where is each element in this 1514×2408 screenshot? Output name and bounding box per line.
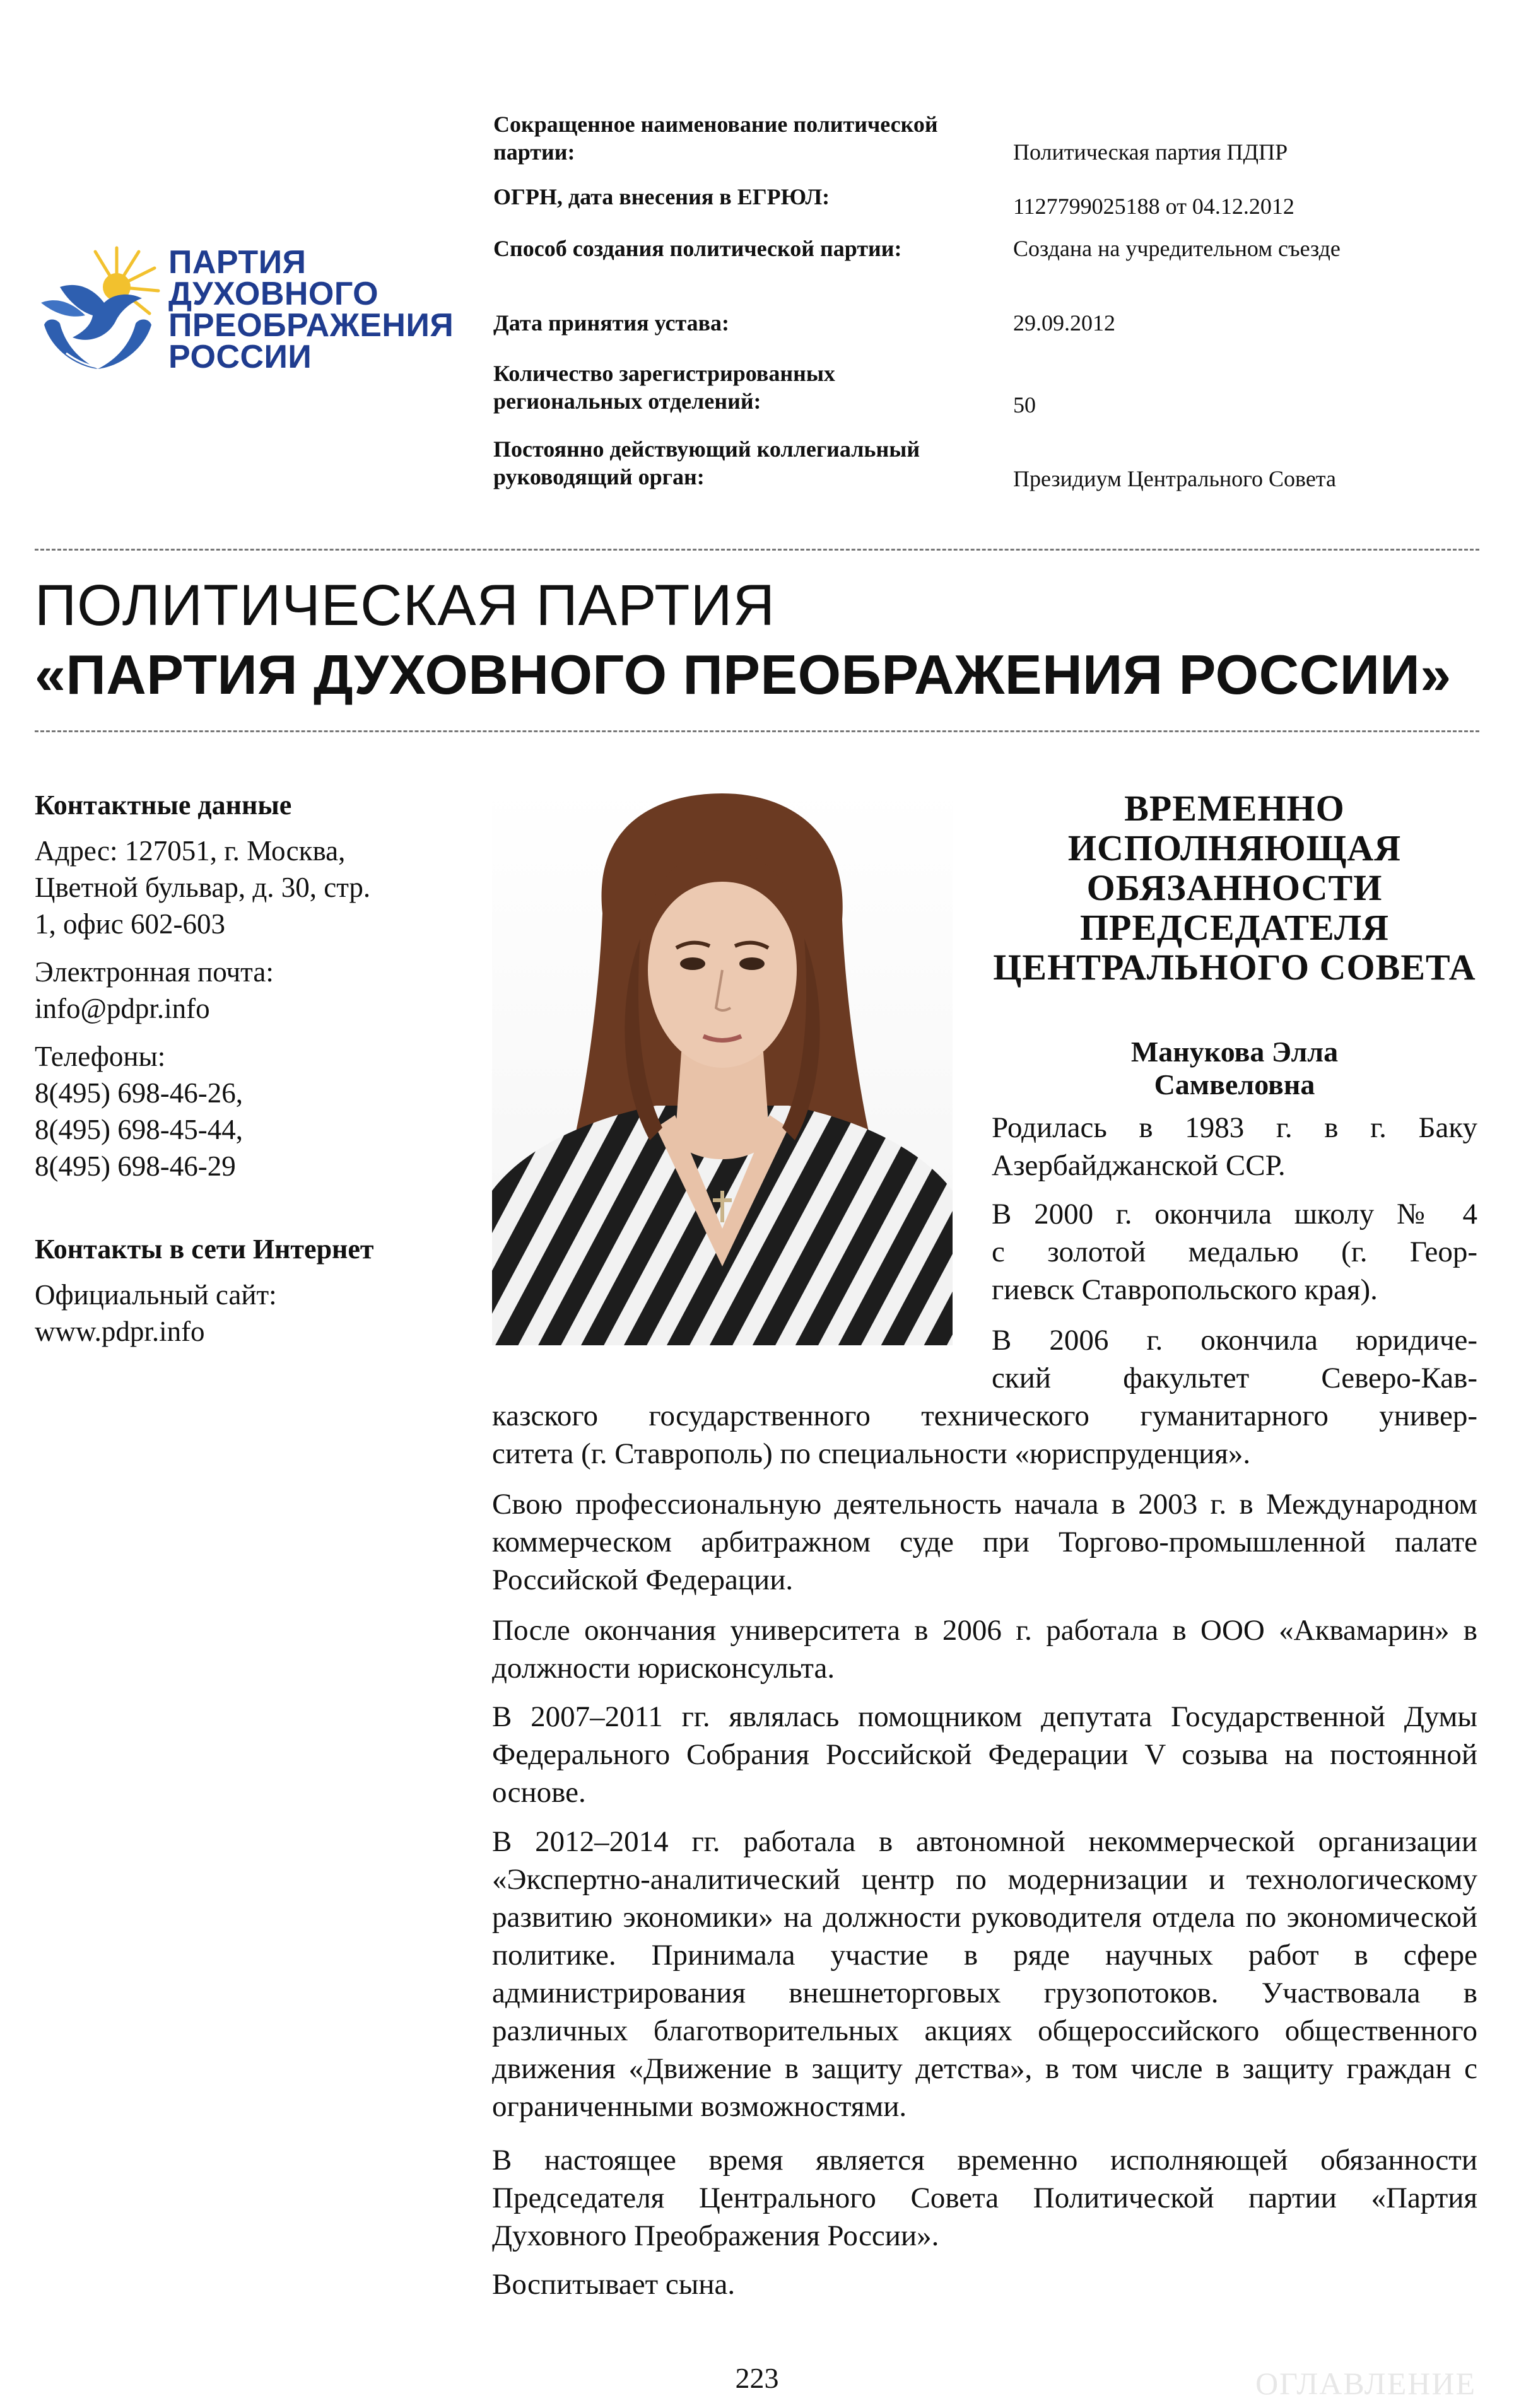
contacts-heading: Контактные данные xyxy=(35,790,292,821)
bio-p3-line-3: казского государственного технического гуманитарного универ- xyxy=(492,1400,1477,1432)
contacts-phone-2: 8(495) 698-45-44, xyxy=(35,1114,243,1145)
bio-paragraph-3-end xyxy=(492,1397,1477,1473)
bio-paragraph-1 xyxy=(992,1109,1477,1184)
portrait-photo xyxy=(492,787,953,1345)
bio-p3-line-4: ситета (г. Ставрополь) по специальности «юриспруденция». xyxy=(492,1437,1251,1470)
logo-line-3: ПРЕОБРАЖЕНИЯ xyxy=(168,307,454,344)
divider-bottom xyxy=(35,730,1479,732)
bio-p2-line-2: с золотой медалью (г. Геор- xyxy=(992,1236,1477,1268)
info-value-ogrn: 1127799025188 от 04.12.2012 xyxy=(1013,194,1294,219)
bio-paragraph-7: В 2012–2014 гг. работала в автономной некоммерческой организации «Экспертно-аналитический центр по модернизации и технологическому развитию экономики» на должности руководителя отдела по экономической политике. Принимала участие в ряде научных работ в сфере администрирования внешнеторговых грузопотоков. Участвовала в различных благотворительных акциях общероссийского общественного движения «Движение в защиту детства», в том числе в защиту граждан с ограниченными возможностями. xyxy=(492,1825,1477,2123)
bio-paragraph-8: В настоящее время является временно исполняющей обязанности Председателя Центрального Совета Политической партии «Партия Духовного Преображения России». xyxy=(492,2144,1477,2252)
contacts-email-label: Электронная почта: xyxy=(35,956,274,988)
contacts-phone-3: 8(495) 698-46-29 xyxy=(35,1150,236,1182)
site-label: Официальный сайт: xyxy=(35,1279,277,1311)
bio-paragraph-4: Свою профессиональную деятельность начала в 2003 г. в Международном коммерческом арбитражном суде при Торгово-промышленной палате Российской Федерации. xyxy=(492,1488,1477,1596)
bio-paragraph-6: В 2007–2011 гг. являлась помощником депутата Государственной Думы Федерального Собрания Российской Федерации V созыва на постоянной основе. xyxy=(492,1700,1477,1809)
party-title xyxy=(35,571,1479,710)
party-logo xyxy=(35,243,464,375)
info-label-creation-method: Способ создания политической партии: xyxy=(493,236,902,261)
info-label-regional-branches: Количество зарегистрированных региональных отделений: xyxy=(493,361,835,414)
dove-hands-emblem-icon xyxy=(35,243,161,375)
bio-p3-line-1: В 2006 г. окончила юридиче- xyxy=(992,1324,1477,1357)
info-value-regional-branches: 50 xyxy=(1013,392,1036,418)
bio-p2-line-3: гиевск Ставропольского края). xyxy=(992,1273,1378,1306)
bio-p1-line-1: Родилась в 1983 г. в г. Баку xyxy=(992,1111,1477,1144)
logo-line-1: ПАРТИЯ xyxy=(168,244,307,281)
title-line-1: ПОЛИТИЧЕСКАЯ ПАРТИЯ xyxy=(35,573,776,638)
page-number: 223 xyxy=(735,2362,779,2394)
bio-paragraph-3-start xyxy=(992,1321,1477,1397)
person-name: Манукова Элла Самвеловна xyxy=(1130,1036,1339,1101)
contacts-email[interactable]: info@pdpr.info xyxy=(35,993,210,1024)
logo-text xyxy=(168,244,454,375)
logo-line-2: ДУХОВНОГО xyxy=(168,276,379,312)
portrait-image-icon xyxy=(492,787,953,1345)
contacts-address: Адрес: 127051, г. Москва, Цветной бульвар, д. 30, стр. 1, офис 602-603 xyxy=(35,835,371,940)
info-value-short-name: Политическая партия ПДПР xyxy=(1013,139,1288,165)
contacts-column xyxy=(35,787,489,1350)
info-value-charter-date: 29.09.2012 xyxy=(1013,310,1115,336)
title-line-2: «ПАРТИЯ ДУХОВНОГО ПРЕОБРАЖЕНИЯ РОССИИ» xyxy=(35,643,1452,706)
bio-paragraph-9: Воспитывает сына. xyxy=(492,2268,736,2301)
bio-p1-line-2: Азербайджанской ССР. xyxy=(992,1149,1286,1182)
internet-heading: Контакты в сети Интернет xyxy=(35,1234,374,1265)
contacts-phones-label: Телефоны: xyxy=(35,1041,166,1072)
info-label-governing-body: Постоянно действующий коллегиальный руководящий орган: xyxy=(493,436,920,489)
bio-paragraph-2 xyxy=(992,1195,1477,1309)
info-value-creation-method: Создана на учредительном съезде xyxy=(1013,236,1341,261)
bio-paragraph-5: После окончания университета в 2006 г. работала в ООО «Аквамарин» в должности юрисконсульта. xyxy=(492,1614,1477,1685)
logo-line-4: РОССИИ xyxy=(168,339,312,375)
info-label-ogrn: ОГРН, дата внесения в ЕГРЮЛ: xyxy=(493,184,830,209)
position-title: ВРЕМЕННО ИСПОЛНЯЮЩАЯ ОБЯЗАННОСТИ ПРЕДСЕДАТЕЛЯ ЦЕНТРАЛЬНОГО СОВЕТА xyxy=(993,788,1476,988)
toc-link[interactable]: ОГЛАВЛЕНИЕ xyxy=(1255,2366,1476,2401)
bio-p2-line-1: В 2000 г. окончила школу № 4 xyxy=(992,1198,1477,1230)
bio-p3-line-2: ский факультет Северо-Кав- xyxy=(992,1362,1477,1394)
site-link[interactable]: www.pdpr.info xyxy=(35,1316,205,1347)
contacts-phone-1: 8(495) 698-46-26, xyxy=(35,1077,243,1109)
info-value-governing-body: Президиум Центрального Совета xyxy=(1013,466,1336,491)
divider-top xyxy=(35,549,1479,551)
info-label-short-name: Сокращенное наименование политической партии: xyxy=(493,112,938,165)
info-label-charter-date: Дата принятия устава: xyxy=(493,310,730,336)
